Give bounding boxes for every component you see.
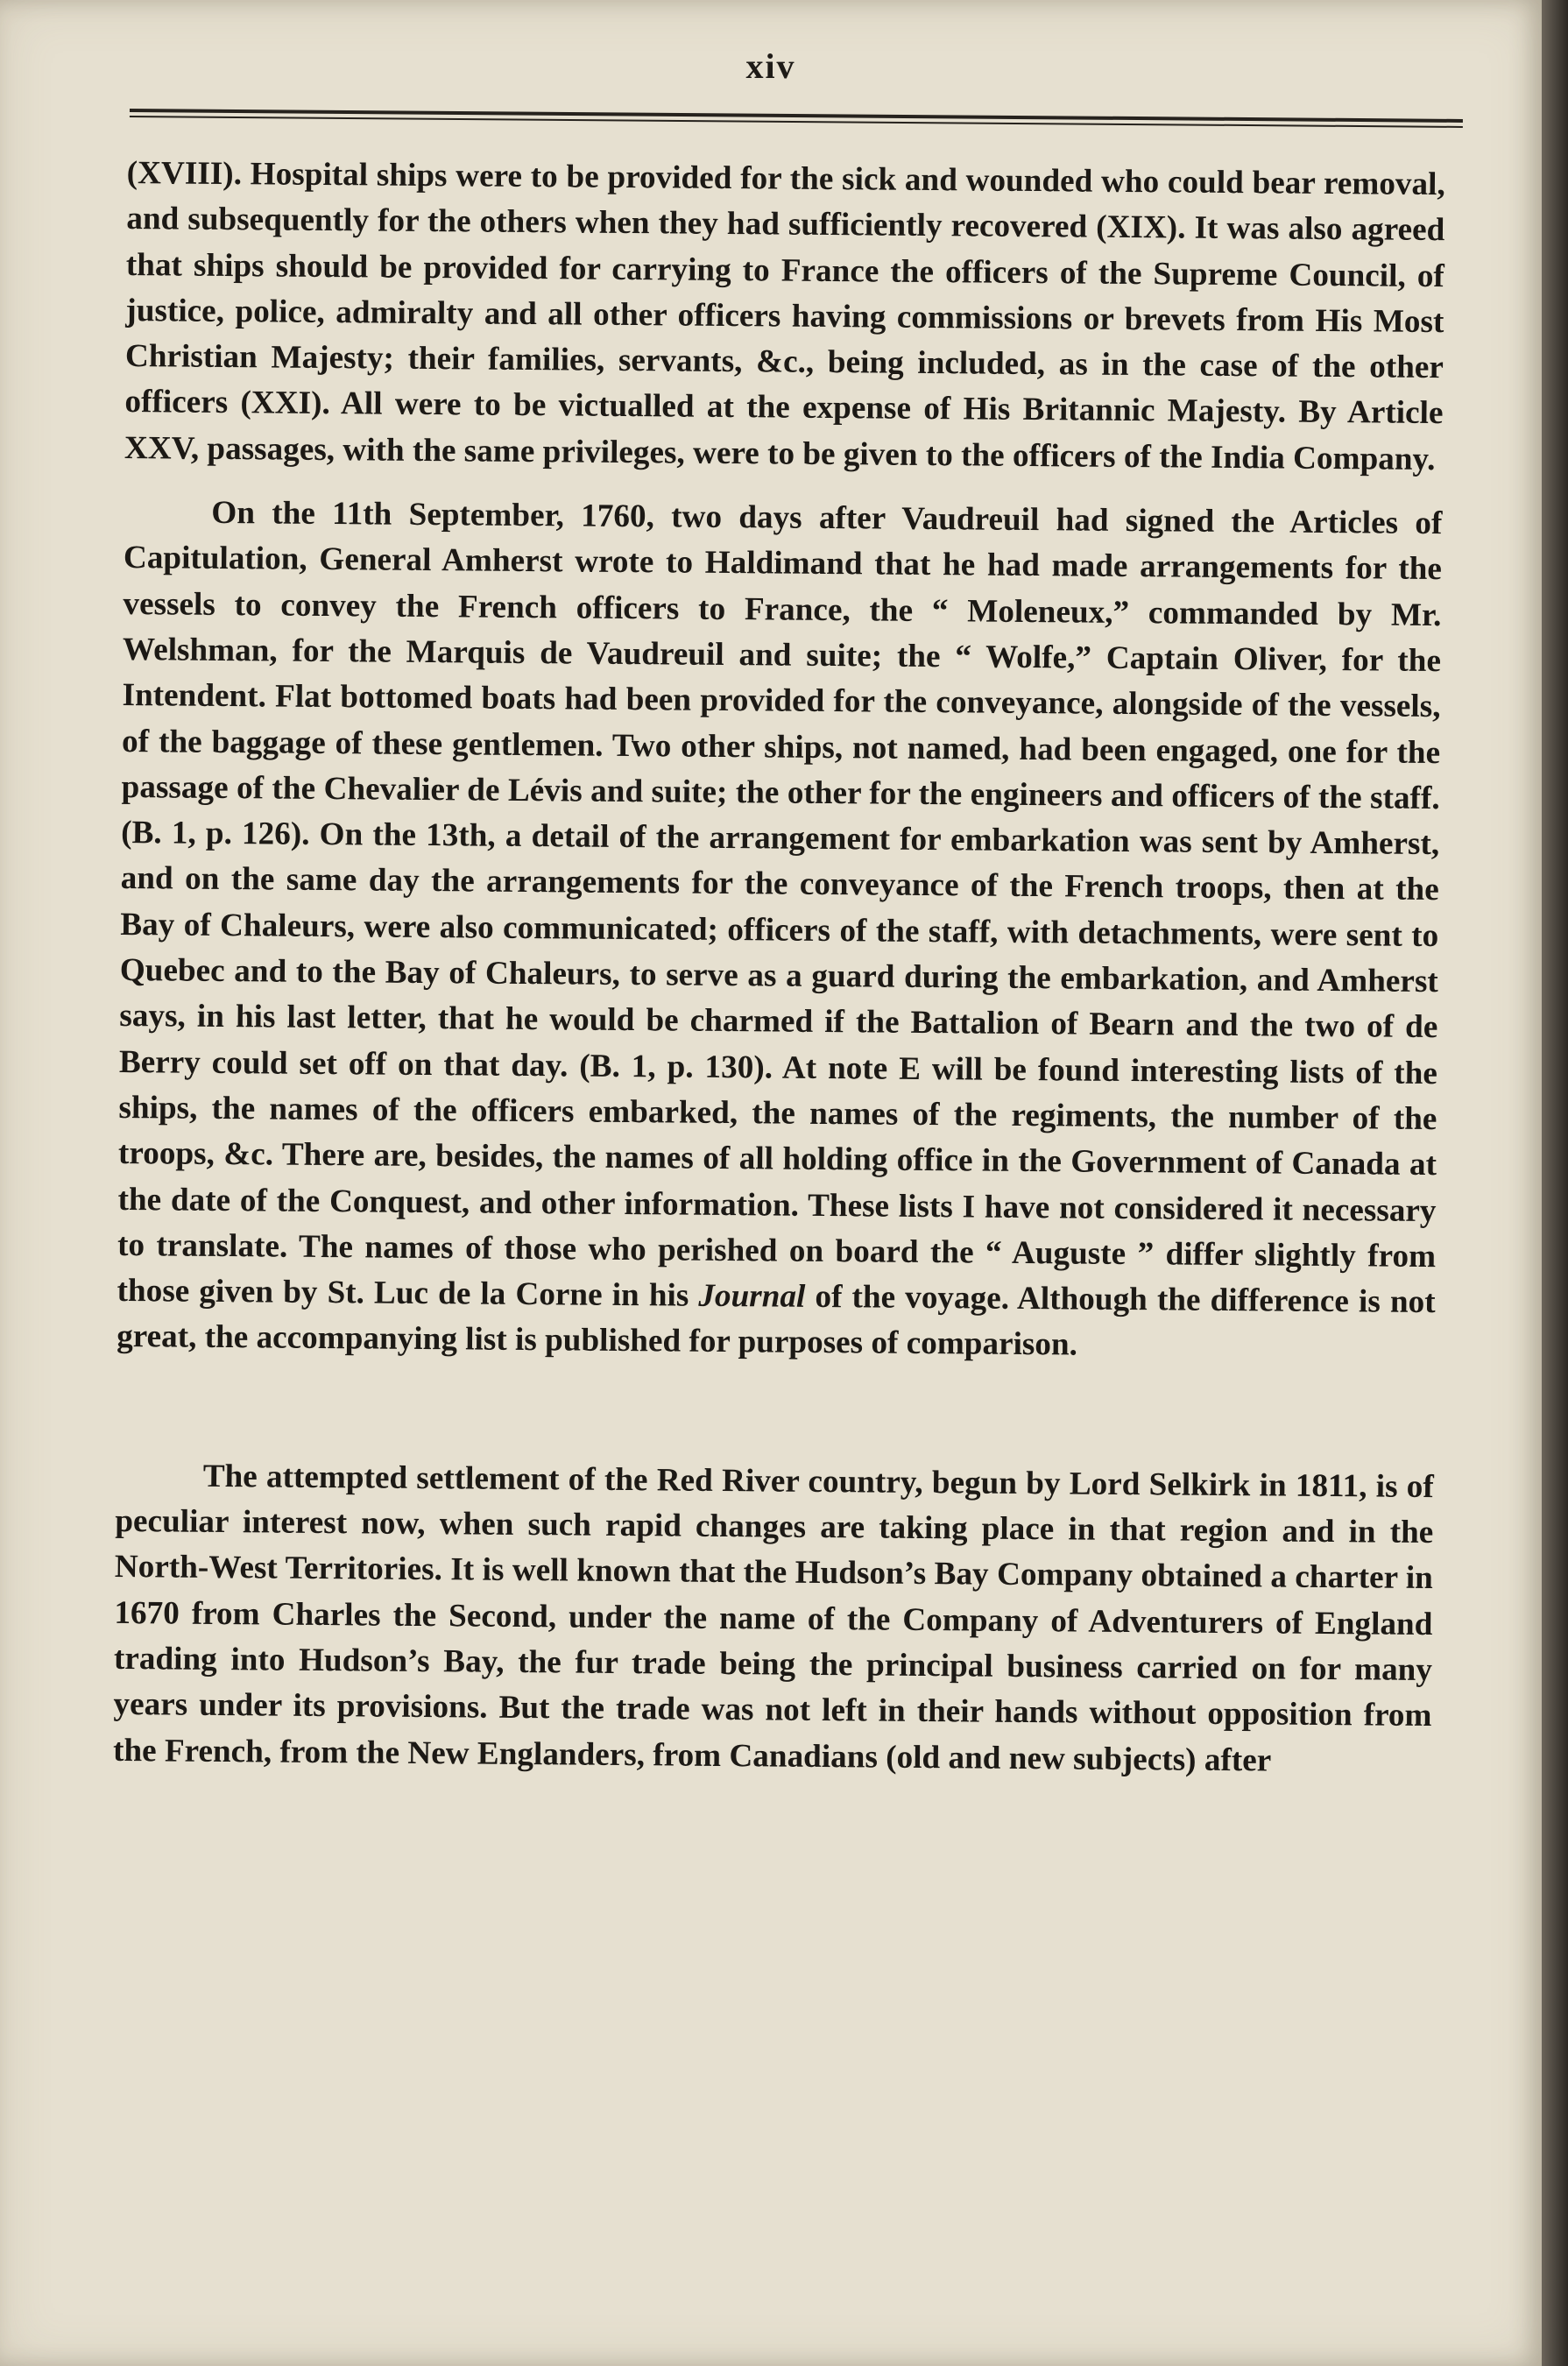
page-number: xiv [745,46,796,86]
body-text [113,151,1445,1785]
paragraph-text: (XVIII). Hospital ships were to be provided for the sick and wounded who could bear removal, and subsequently for the others when they had sufficiently recovered (XIX). It was also agreed that ships should be provided for carrying to France the officers of the Supreme Council, of justice, police, admiralty and all other officers having commissions or brevets from His Most Christian Majesty; their families, servants, &c., being included, as in the case of the other officers (XXI). All were to be victualled at the expense of His Britannic Majesty. By Article XXV, passages, with the same privileges, were to be given to the officers of the India Company. [124,154,1445,477]
paragraph-embarkation-arrangements [117,490,1443,1372]
journal-title: Journal [698,1277,806,1315]
book-gutter-edge [1542,0,1568,2366]
paragraph-text: The attempted settlement of the Red River country, begun by Lord Selkirk in 1811, is of peculiar interest now, when such rapid changes are taking place in that region and in the North-West Territories. It is well known that the Hudson’s Bay Company obtained a charter in 1670 from Charles the Second, under the name of the Company of Adventurers of England trading into Hudson’s Bay, the fur trade being the principal business carried on for many years under its provisions. But the trade was not left in their hands without opposition from the French, from the New Englanders, from Canadians (old and new subjects) after [112,1458,1434,1778]
paragraph-articles-of-capitulation [124,151,1445,483]
paragraph-text: of the voyage. Although the difference is not great, the accompanying list is published for purposes of comparison. [117,1278,1436,1363]
paragraph-red-river-settlement [113,1453,1434,1785]
header-rule [130,109,1463,135]
paragraph-text: On the 11th September, 1760, two days after Vaudreuil had signed the Articles of Capitulation, General Amherst wrote to Haldimand that he had made arrangements for the vessels to convey the French officers to France, the “ Moleneux,” commanded by Mr. Welshman, for the Marquis de Vaudreuil and suite; the “ Wolfe,” Captain Oliver, for the Intendent. Flat bottomed boats had been provided for the conveyance, alongside of the vessels, of the baggage of these gentlemen. Two other ships, not named, had been engaged, one for the passage of the Chevalier de Lévis and suite; the other for the engineers and officers of the staff. (B. 1, p. 126). On the 13th, a detail of the arrangement for embarkation was sent by Amherst, and on the same day the arrangements for the conveyance of the French troops, then at the Bay of Chaleurs, were also communicated; officers of the staff, with detachments, were sent to Quebec and to the Bay of Chaleurs, to serve as a guard during the embarkation, and Amherst says, in his last letter, that he would be charmed if the Battalion of Bearn and the two of de Berry could set off on that day. (B. 1, p. 130). At note E will be found interesting lists of the ships, the names of the officers embarked, the names of the regiments, the number of the troops, &c. There are, besides, the names of all holding office in the Government of Canada at the date of the Conquest, and other information. These lists I have not considered it necessary to translate. The names of those who perished on board the “ Auguste ” differ slightly from those given by St. Luc de la Corne in his [117,494,1443,1314]
